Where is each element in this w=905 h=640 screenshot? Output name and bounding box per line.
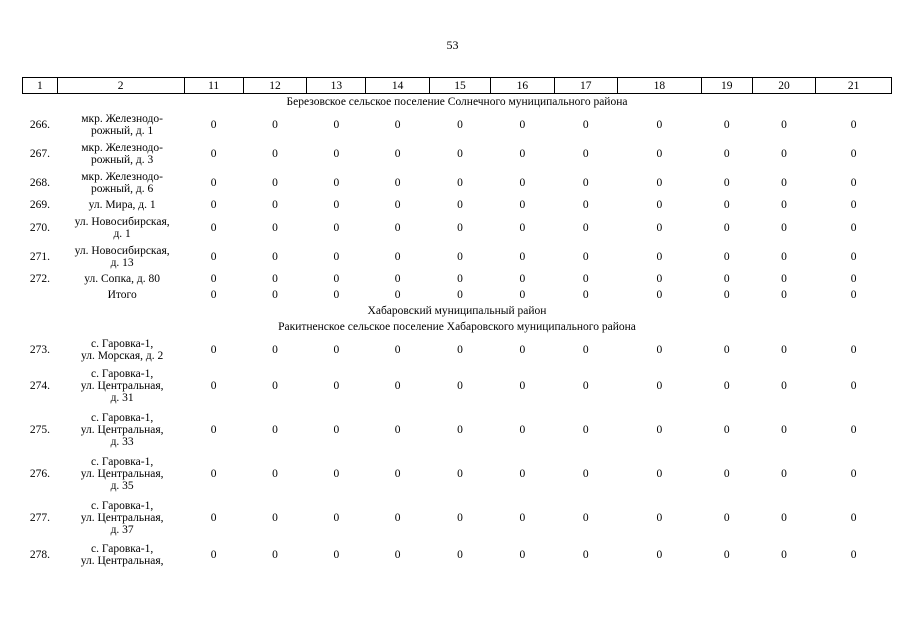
address-line: мкр. Железнодо- bbox=[81, 112, 163, 125]
value-cell: 0 bbox=[210, 380, 217, 392]
value-cell: 0 bbox=[333, 273, 340, 285]
value-cell: 0 bbox=[210, 424, 217, 436]
value-cell: 0 bbox=[210, 512, 217, 524]
value-cell: 0 bbox=[723, 250, 730, 263]
value-cell: 0 bbox=[582, 147, 589, 160]
value-cell: 0 bbox=[519, 424, 526, 436]
value-cell: 0 bbox=[723, 380, 730, 392]
header-cell: 21 bbox=[816, 78, 892, 94]
value-cell: 0 bbox=[210, 221, 217, 234]
value-cell: 0 bbox=[333, 424, 340, 436]
value-cell: 0 bbox=[656, 221, 663, 234]
row-number: 278. bbox=[29, 548, 50, 561]
value-cell: 0 bbox=[333, 548, 340, 561]
value-cell: 0 bbox=[333, 118, 340, 131]
value-cell: 0 bbox=[210, 468, 217, 480]
address-line: д. 35 bbox=[110, 480, 134, 492]
table-row bbox=[23, 110, 892, 139]
value-cell: 0 bbox=[210, 147, 217, 160]
address-line: ул. Морская, д. 2 bbox=[81, 349, 164, 362]
value-cell: 0 bbox=[723, 147, 730, 160]
table-row bbox=[23, 271, 892, 287]
value-cell: 0 bbox=[850, 343, 857, 356]
address-line: д. 1 bbox=[113, 227, 131, 240]
value-cell: 0 bbox=[210, 118, 217, 131]
value-cell: 0 bbox=[582, 289, 589, 301]
value-cell: 0 bbox=[210, 250, 217, 263]
value-cell: 0 bbox=[723, 424, 730, 436]
address-line: д. 37 bbox=[110, 524, 134, 536]
value-cell: 0 bbox=[656, 147, 663, 160]
value-cell: 0 bbox=[723, 273, 730, 285]
row-number: 272. bbox=[29, 273, 50, 285]
value-cell: 0 bbox=[272, 176, 278, 189]
value-cell: 0 bbox=[519, 380, 526, 392]
value-cell: 0 bbox=[656, 199, 663, 211]
row-number: 274. bbox=[29, 380, 50, 392]
row-number: 269. bbox=[29, 199, 50, 211]
table-row bbox=[23, 364, 892, 408]
row-number: 276. bbox=[29, 468, 50, 480]
table-row bbox=[23, 139, 892, 168]
value-cell: 0 bbox=[656, 176, 663, 189]
value-cell: 0 bbox=[519, 548, 526, 561]
address-line: мкр. Железнодо- bbox=[81, 141, 163, 154]
value-cell: 0 bbox=[394, 250, 401, 263]
header-cell: 18 bbox=[617, 78, 701, 94]
value-cell: 0 bbox=[582, 199, 589, 211]
address-line: с. Гаровка-1, bbox=[91, 368, 154, 380]
row-number: 271. bbox=[29, 250, 50, 263]
row-address bbox=[57, 197, 184, 213]
value-cell: 0 bbox=[394, 199, 401, 211]
table-row bbox=[23, 335, 892, 364]
table-row bbox=[23, 540, 892, 569]
value-cell: 0 bbox=[582, 221, 589, 234]
value-cell: 0 bbox=[656, 250, 663, 263]
row-address bbox=[57, 408, 184, 452]
value-cell: 0 bbox=[850, 147, 857, 160]
value-cell: 0 bbox=[582, 380, 589, 392]
value-cell: 0 bbox=[519, 468, 526, 480]
row-address bbox=[57, 139, 184, 168]
value-cell: 0 bbox=[457, 512, 463, 524]
value-cell: 0 bbox=[272, 199, 278, 211]
value-cell: 0 bbox=[850, 273, 857, 285]
value-cell: 0 bbox=[582, 176, 589, 189]
section-title-row bbox=[23, 303, 892, 319]
address-line: ул. Центральная, bbox=[80, 468, 164, 480]
header-cell: 12 bbox=[243, 78, 306, 94]
value-cell: 0 bbox=[656, 289, 663, 301]
row-address bbox=[57, 364, 184, 408]
value-cell: 0 bbox=[519, 512, 526, 524]
value-cell: 0 bbox=[781, 176, 787, 189]
value-cell: 0 bbox=[210, 273, 217, 285]
header-cell: 16 bbox=[491, 78, 554, 94]
value-cell: 0 bbox=[394, 273, 401, 285]
value-cell: 0 bbox=[457, 343, 463, 356]
address-line: ул. Новосибирская, bbox=[74, 215, 170, 228]
value-cell: 0 bbox=[333, 221, 340, 234]
value-cell: 0 bbox=[519, 118, 526, 131]
value-cell: 0 bbox=[519, 250, 526, 263]
table-row bbox=[23, 287, 892, 303]
value-cell: 0 bbox=[333, 343, 340, 356]
value-cell: 0 bbox=[781, 468, 787, 480]
address-line: ул. Центральная, bbox=[80, 512, 164, 524]
value-cell: 0 bbox=[781, 199, 787, 211]
address-line: с. Гаровка-1, bbox=[91, 542, 154, 555]
value-cell: 0 bbox=[582, 512, 589, 524]
value-cell: 0 bbox=[394, 548, 401, 561]
header-cell: 11 bbox=[184, 78, 243, 94]
value-cell: 0 bbox=[457, 273, 463, 285]
value-cell: 0 bbox=[656, 343, 663, 356]
address-line: ул. Сопка, д. 80 bbox=[84, 273, 160, 285]
value-cell: 0 bbox=[394, 289, 401, 301]
value-cell: 0 bbox=[272, 289, 278, 301]
table-row bbox=[23, 408, 892, 452]
value-cell: 0 bbox=[781, 512, 787, 524]
address-line: с. Гаровка-1, bbox=[91, 337, 154, 350]
value-cell: 0 bbox=[850, 424, 857, 436]
value-cell: 0 bbox=[781, 424, 787, 436]
row-address bbox=[57, 110, 184, 139]
row-number: 273. bbox=[29, 343, 50, 356]
value-cell: 0 bbox=[723, 468, 730, 480]
data-table bbox=[22, 77, 892, 569]
address-line: Итого bbox=[107, 289, 137, 301]
value-cell: 0 bbox=[582, 424, 589, 436]
value-cell: 0 bbox=[850, 289, 857, 301]
value-cell: 0 bbox=[519, 176, 526, 189]
header-cell: 13 bbox=[307, 78, 366, 94]
value-cell: 0 bbox=[272, 343, 278, 356]
table-row bbox=[23, 213, 892, 242]
address-line: с. Гаровка-1, bbox=[91, 412, 154, 424]
value-cell: 0 bbox=[394, 380, 401, 392]
value-cell: 0 bbox=[850, 380, 857, 392]
value-cell: 0 bbox=[333, 289, 340, 301]
address-line: ул. Новосибирская, bbox=[74, 244, 170, 257]
row-number: 270. bbox=[29, 221, 50, 234]
value-cell: 0 bbox=[333, 512, 340, 524]
value-cell: 0 bbox=[656, 380, 663, 392]
value-cell: 0 bbox=[519, 221, 526, 234]
header-cell: 1 bbox=[23, 78, 58, 94]
value-cell: 0 bbox=[723, 221, 730, 234]
value-cell: 0 bbox=[781, 147, 787, 160]
value-cell: 0 bbox=[394, 343, 401, 356]
address-line: с. Гаровка-1, bbox=[91, 456, 154, 468]
section-title: Хабаровский муниципальный район bbox=[367, 305, 547, 317]
value-cell: 0 bbox=[272, 380, 278, 392]
value-cell: 0 bbox=[781, 380, 787, 392]
address-line: ул. Мира, д. 1 bbox=[88, 199, 156, 211]
row-number: 267. bbox=[29, 147, 50, 160]
value-cell: 0 bbox=[457, 548, 463, 561]
value-cell: 0 bbox=[781, 289, 787, 301]
value-cell: 0 bbox=[333, 199, 340, 211]
value-cell: 0 bbox=[272, 221, 278, 234]
section-title: Ракитненское сельское поселение Хабаровского муниципального района bbox=[278, 321, 636, 333]
value-cell: 0 bbox=[333, 250, 340, 263]
value-cell: 0 bbox=[781, 221, 787, 234]
value-cell: 0 bbox=[394, 118, 401, 131]
row-number: 266. bbox=[29, 118, 50, 131]
value-cell: 0 bbox=[656, 468, 663, 480]
value-cell: 0 bbox=[272, 512, 278, 524]
value-cell: 0 bbox=[582, 118, 589, 131]
value-cell: 0 bbox=[723, 176, 730, 189]
address-line: рожный, д. 1 bbox=[90, 124, 154, 137]
row-number: 268. bbox=[29, 176, 50, 189]
address-line: д. 33 bbox=[110, 436, 134, 448]
row-address bbox=[57, 452, 184, 496]
table-row bbox=[23, 168, 892, 197]
value-cell: 0 bbox=[519, 199, 526, 211]
page-number: 53 bbox=[446, 38, 459, 52]
value-cell: 0 bbox=[457, 424, 463, 436]
table-row bbox=[23, 197, 892, 213]
row-number bbox=[23, 287, 58, 303]
value-cell: 0 bbox=[457, 468, 463, 480]
value-cell: 0 bbox=[850, 118, 857, 131]
value-cell: 0 bbox=[582, 250, 589, 263]
value-cell: 0 bbox=[850, 548, 857, 561]
header-cell: 15 bbox=[429, 78, 490, 94]
value-cell: 0 bbox=[656, 273, 663, 285]
value-cell: 0 bbox=[272, 548, 278, 561]
header-cell: 17 bbox=[554, 78, 617, 94]
value-cell: 0 bbox=[723, 118, 730, 131]
table-row bbox=[23, 496, 892, 540]
row-address bbox=[57, 540, 184, 569]
table-body bbox=[23, 94, 892, 570]
address-line: с. Гаровка-1, bbox=[91, 500, 154, 512]
row-address bbox=[57, 242, 184, 271]
table-header bbox=[23, 78, 892, 94]
value-cell: 0 bbox=[850, 512, 857, 524]
value-cell: 0 bbox=[210, 343, 217, 356]
value-cell: 0 bbox=[394, 512, 401, 524]
value-cell: 0 bbox=[272, 424, 278, 436]
value-cell: 0 bbox=[210, 199, 217, 211]
address-line: рожный, д. 6 bbox=[90, 182, 154, 195]
value-cell: 0 bbox=[723, 199, 730, 211]
value-cell: 0 bbox=[781, 548, 787, 561]
address-line: ул. Центральная, bbox=[80, 554, 164, 567]
value-cell: 0 bbox=[272, 118, 278, 131]
row-address bbox=[57, 168, 184, 197]
row-number: 277. bbox=[29, 512, 50, 524]
value-cell: 0 bbox=[457, 176, 463, 189]
value-cell: 0 bbox=[394, 221, 401, 234]
value-cell: 0 bbox=[457, 199, 463, 211]
section-title: Березовское сельское поселение Солнечного муниципального района bbox=[286, 96, 628, 108]
row-address bbox=[57, 213, 184, 242]
value-cell: 0 bbox=[333, 147, 340, 160]
value-cell: 0 bbox=[394, 176, 401, 189]
value-cell: 0 bbox=[582, 343, 589, 356]
section-title-row bbox=[23, 94, 892, 111]
row-address bbox=[57, 271, 184, 287]
value-cell: 0 bbox=[272, 147, 278, 160]
value-cell: 0 bbox=[210, 548, 217, 561]
value-cell: 0 bbox=[656, 548, 663, 561]
value-cell: 0 bbox=[519, 289, 526, 301]
value-cell: 0 bbox=[457, 147, 463, 160]
address-line: рожный, д. 3 bbox=[90, 153, 154, 166]
value-cell: 0 bbox=[656, 424, 663, 436]
value-cell: 0 bbox=[656, 512, 663, 524]
row-number: 275. bbox=[29, 424, 50, 436]
value-cell: 0 bbox=[723, 512, 730, 524]
value-cell: 0 bbox=[850, 250, 857, 263]
address-line: ул. Центральная, bbox=[80, 380, 164, 392]
header-cell: 2 bbox=[57, 78, 184, 94]
row-address bbox=[57, 335, 184, 364]
header-cell: 20 bbox=[752, 78, 815, 94]
value-cell: 0 bbox=[582, 548, 589, 561]
value-cell: 0 bbox=[394, 424, 401, 436]
value-cell: 0 bbox=[582, 273, 589, 285]
value-cell: 0 bbox=[333, 380, 340, 392]
value-cell: 0 bbox=[272, 273, 278, 285]
value-cell: 0 bbox=[723, 548, 730, 561]
value-cell: 0 bbox=[781, 273, 787, 285]
row-address bbox=[57, 287, 184, 303]
value-cell: 0 bbox=[582, 468, 589, 480]
value-cell: 0 bbox=[519, 273, 526, 285]
value-cell: 0 bbox=[850, 468, 857, 480]
header-cell: 14 bbox=[366, 78, 429, 94]
value-cell: 0 bbox=[457, 221, 463, 234]
value-cell: 0 bbox=[210, 289, 217, 301]
value-cell: 0 bbox=[656, 118, 663, 131]
address-line: ул. Центральная, bbox=[80, 424, 164, 436]
value-cell: 0 bbox=[781, 250, 787, 263]
value-cell: 0 bbox=[457, 250, 463, 263]
value-cell: 0 bbox=[394, 147, 401, 160]
value-cell: 0 bbox=[272, 250, 278, 263]
value-cell: 0 bbox=[394, 468, 401, 480]
table-row bbox=[23, 452, 892, 496]
value-cell: 0 bbox=[519, 147, 526, 160]
address-line: д. 13 bbox=[110, 256, 134, 269]
address-line: мкр. Железнодо- bbox=[81, 170, 163, 183]
value-cell: 0 bbox=[457, 289, 463, 301]
value-cell: 0 bbox=[333, 176, 340, 189]
address-line: д. 31 bbox=[110, 392, 134, 404]
table-row bbox=[23, 242, 892, 271]
header-cell: 19 bbox=[701, 78, 752, 94]
header-row bbox=[23, 78, 892, 94]
section-title-row bbox=[23, 319, 892, 335]
value-cell: 0 bbox=[457, 118, 463, 131]
row-address bbox=[57, 496, 184, 540]
value-cell: 0 bbox=[850, 176, 857, 189]
value-cell: 0 bbox=[519, 343, 526, 356]
value-cell: 0 bbox=[781, 118, 787, 131]
value-cell: 0 bbox=[723, 289, 730, 301]
value-cell: 0 bbox=[333, 468, 340, 480]
value-cell: 0 bbox=[210, 176, 217, 189]
value-cell: 0 bbox=[850, 221, 857, 234]
value-cell: 0 bbox=[723, 343, 730, 356]
value-cell: 0 bbox=[457, 380, 463, 392]
value-cell: 0 bbox=[272, 468, 278, 480]
value-cell: 0 bbox=[781, 343, 787, 356]
value-cell: 0 bbox=[850, 199, 857, 211]
